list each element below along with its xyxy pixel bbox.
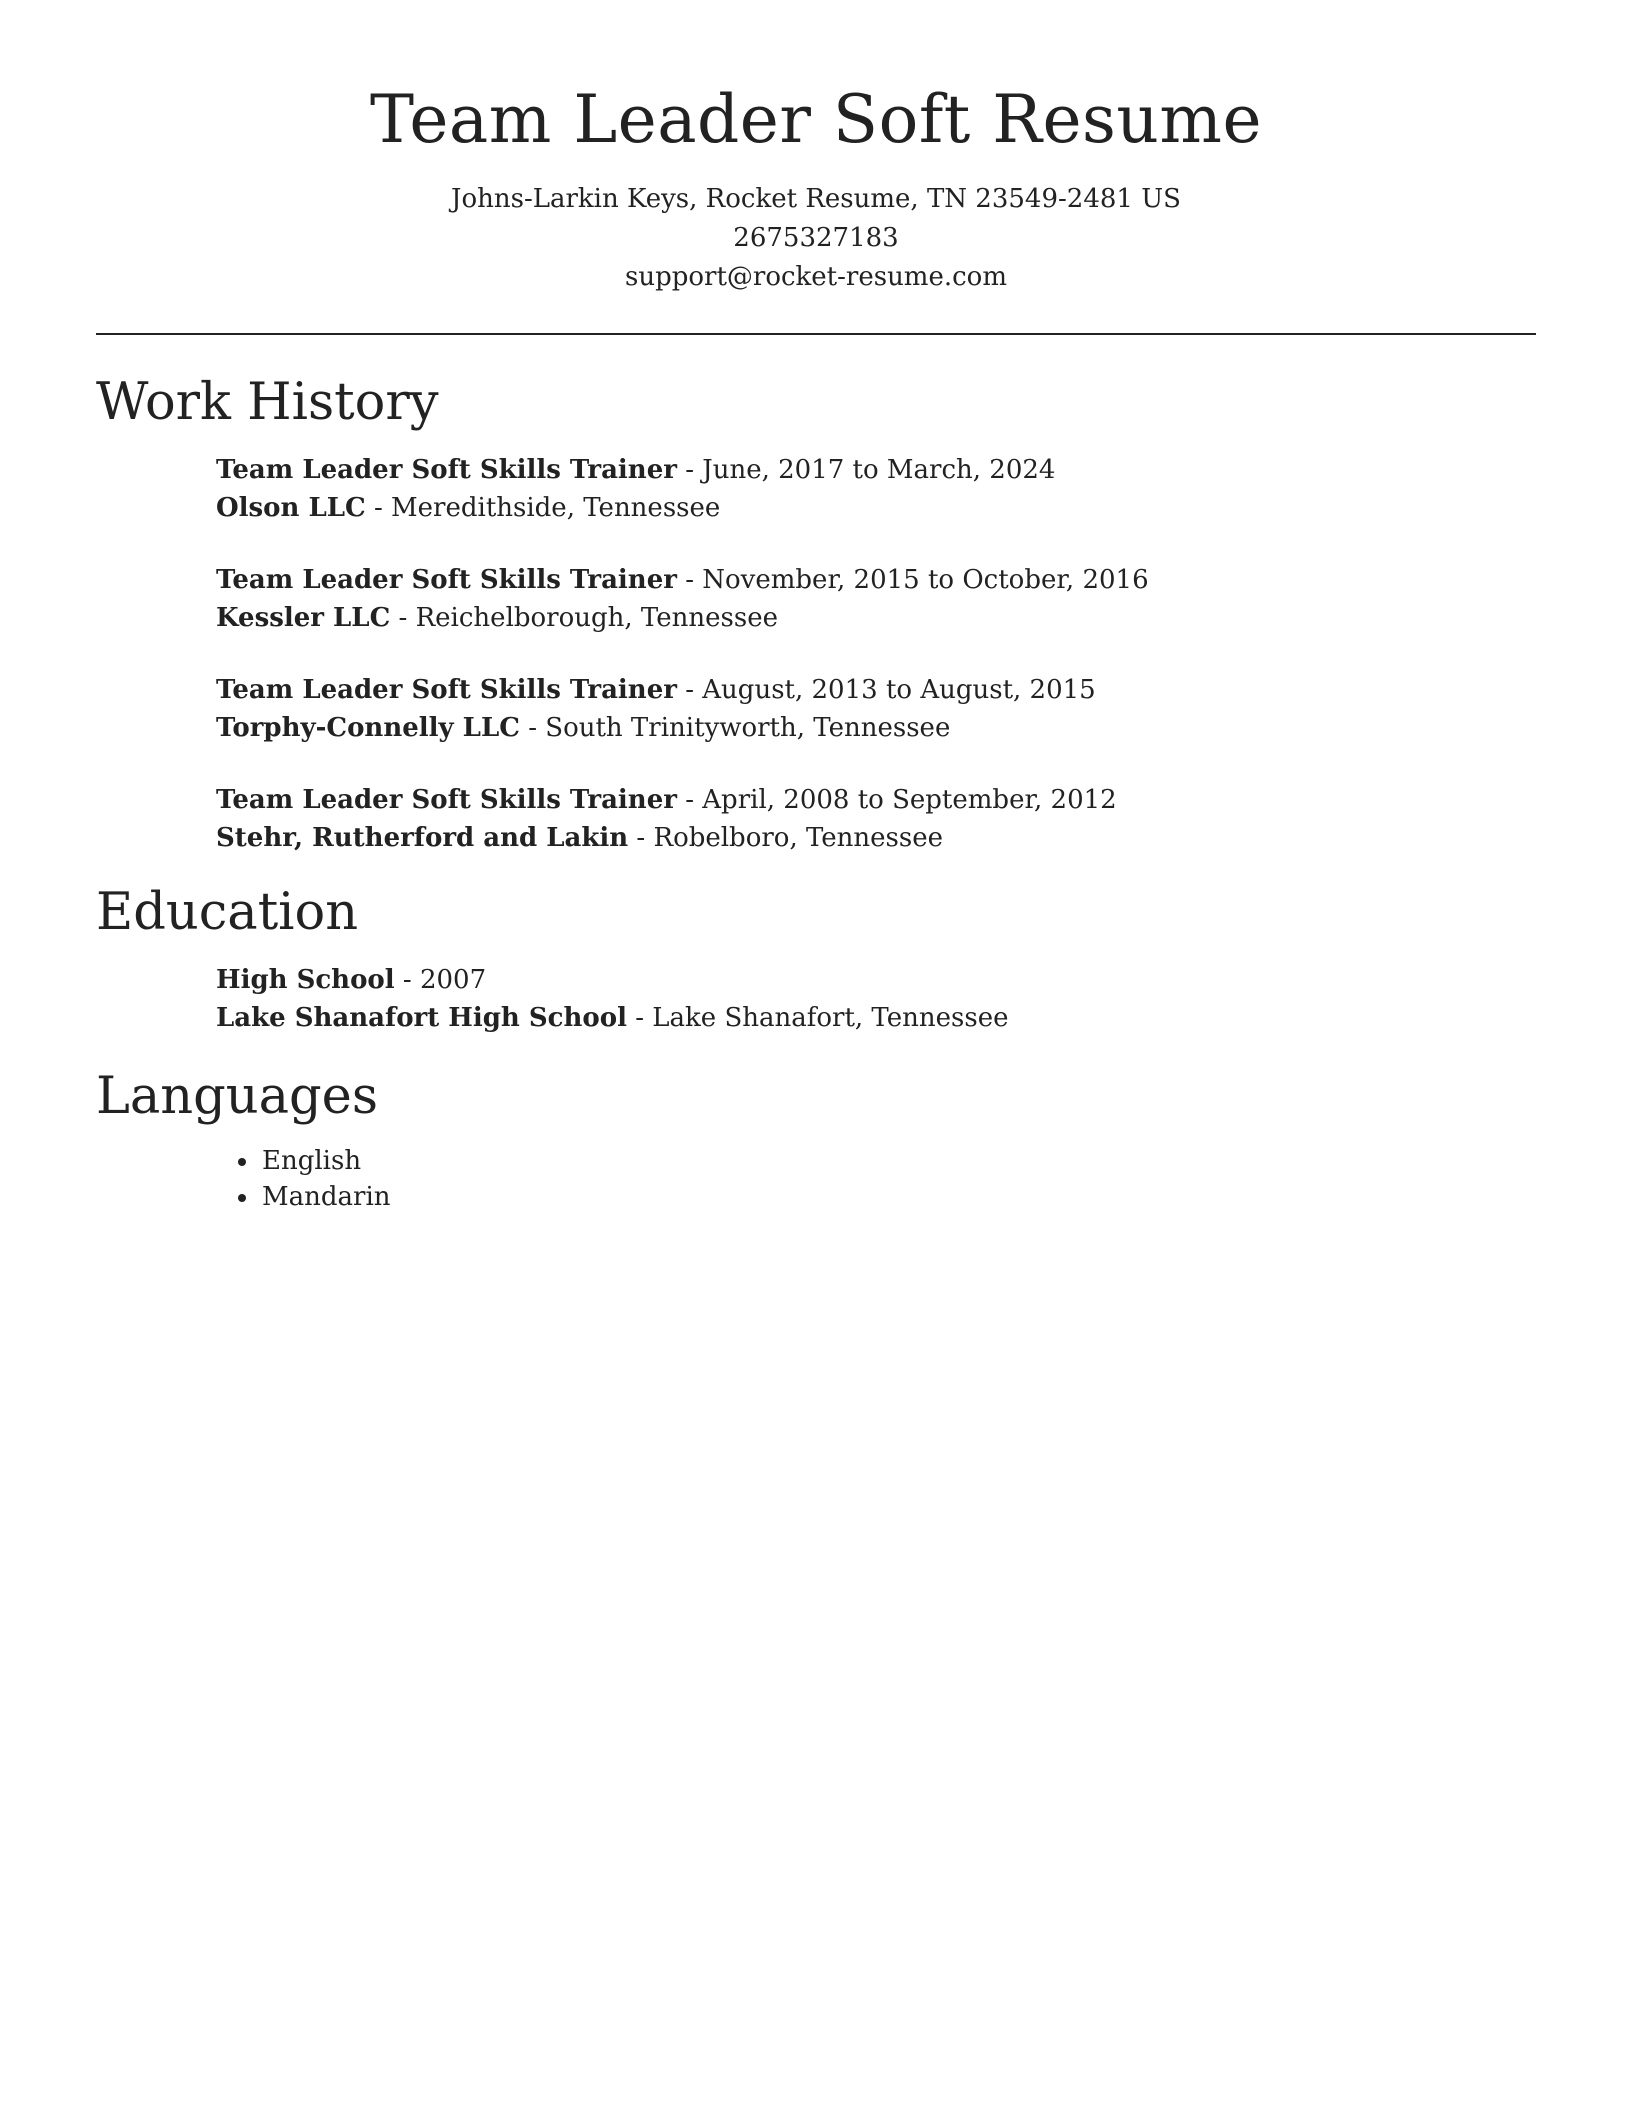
languages-heading: Languages bbox=[96, 1067, 379, 1127]
job-company: Kessler LLC bbox=[216, 602, 391, 633]
job-location: - South Trinityworth, Tennessee bbox=[519, 712, 951, 743]
job-dates: - June, 2017 to March, 2024 bbox=[676, 454, 1056, 485]
job-position: Team Leader Soft Skills Trainer bbox=[216, 674, 677, 705]
work-history-list bbox=[96, 451, 1536, 857]
education-heading: Education bbox=[96, 882, 359, 942]
job-entry bbox=[216, 781, 1536, 857]
job-title-line bbox=[216, 671, 1536, 709]
education-section bbox=[96, 882, 1536, 1037]
header-divider bbox=[96, 333, 1536, 335]
work-history-section bbox=[96, 372, 1536, 857]
job-title-line bbox=[216, 561, 1536, 599]
job-company-line bbox=[216, 709, 1536, 747]
job-dates: - August, 2013 to August, 2015 bbox=[676, 674, 1096, 705]
job-entry bbox=[216, 451, 1536, 527]
job-company: Torphy-Connelly LLC bbox=[216, 712, 520, 743]
language-item: • Mandarin bbox=[260, 1179, 1536, 1215]
contact-phone: 2675327183 bbox=[733, 222, 899, 253]
job-company-line bbox=[216, 599, 1536, 637]
job-dates: - November, 2015 to October, 2016 bbox=[676, 564, 1149, 595]
education-location: - Lake Shanafort, Tennessee bbox=[626, 1003, 1009, 1034]
education-degree-line bbox=[216, 961, 1536, 999]
contact-email: support@rocket-resume.com bbox=[624, 261, 1007, 292]
education-year: - 2007 bbox=[394, 965, 487, 996]
language-item: • English bbox=[260, 1143, 1536, 1179]
job-location: - Robelboro, Tennessee bbox=[628, 822, 944, 853]
job-location: - Meredithside, Tennessee bbox=[365, 492, 721, 523]
education-degree: High School bbox=[216, 965, 395, 996]
education-school: Lake Shanafort High School bbox=[216, 1003, 627, 1034]
job-position: Team Leader Soft Skills Trainer bbox=[216, 564, 677, 595]
education-list bbox=[96, 961, 1536, 1037]
job-position: Team Leader Soft Skills Trainer bbox=[216, 454, 677, 485]
job-title-line bbox=[216, 781, 1536, 819]
contact-address: Johns-Larkin Keys, Rocket Resume, TN 23549-2481 US bbox=[451, 183, 1181, 214]
job-company-line bbox=[216, 819, 1536, 857]
education-entry bbox=[216, 961, 1536, 1037]
job-company: Olson LLC bbox=[216, 492, 366, 523]
job-company-line bbox=[216, 489, 1536, 527]
education-school-line bbox=[216, 999, 1536, 1037]
languages-list bbox=[96, 1143, 1536, 1215]
job-entry bbox=[216, 561, 1536, 637]
languages-section bbox=[96, 1069, 1536, 1215]
job-title-line bbox=[216, 451, 1536, 489]
job-entry bbox=[216, 671, 1536, 747]
job-dates: - April, 2008 to September, 2012 bbox=[676, 784, 1117, 815]
job-position: Team Leader Soft Skills Trainer bbox=[216, 784, 677, 815]
job-company: Stehr, Rutherford and Lakin bbox=[216, 822, 629, 853]
job-location: - Reichelborough, Tennessee bbox=[390, 602, 778, 633]
resume-title: Team Leader Soft Resume bbox=[369, 81, 1263, 158]
work-history-heading: Work History bbox=[96, 372, 439, 432]
resume-header bbox=[96, 0, 1536, 297]
